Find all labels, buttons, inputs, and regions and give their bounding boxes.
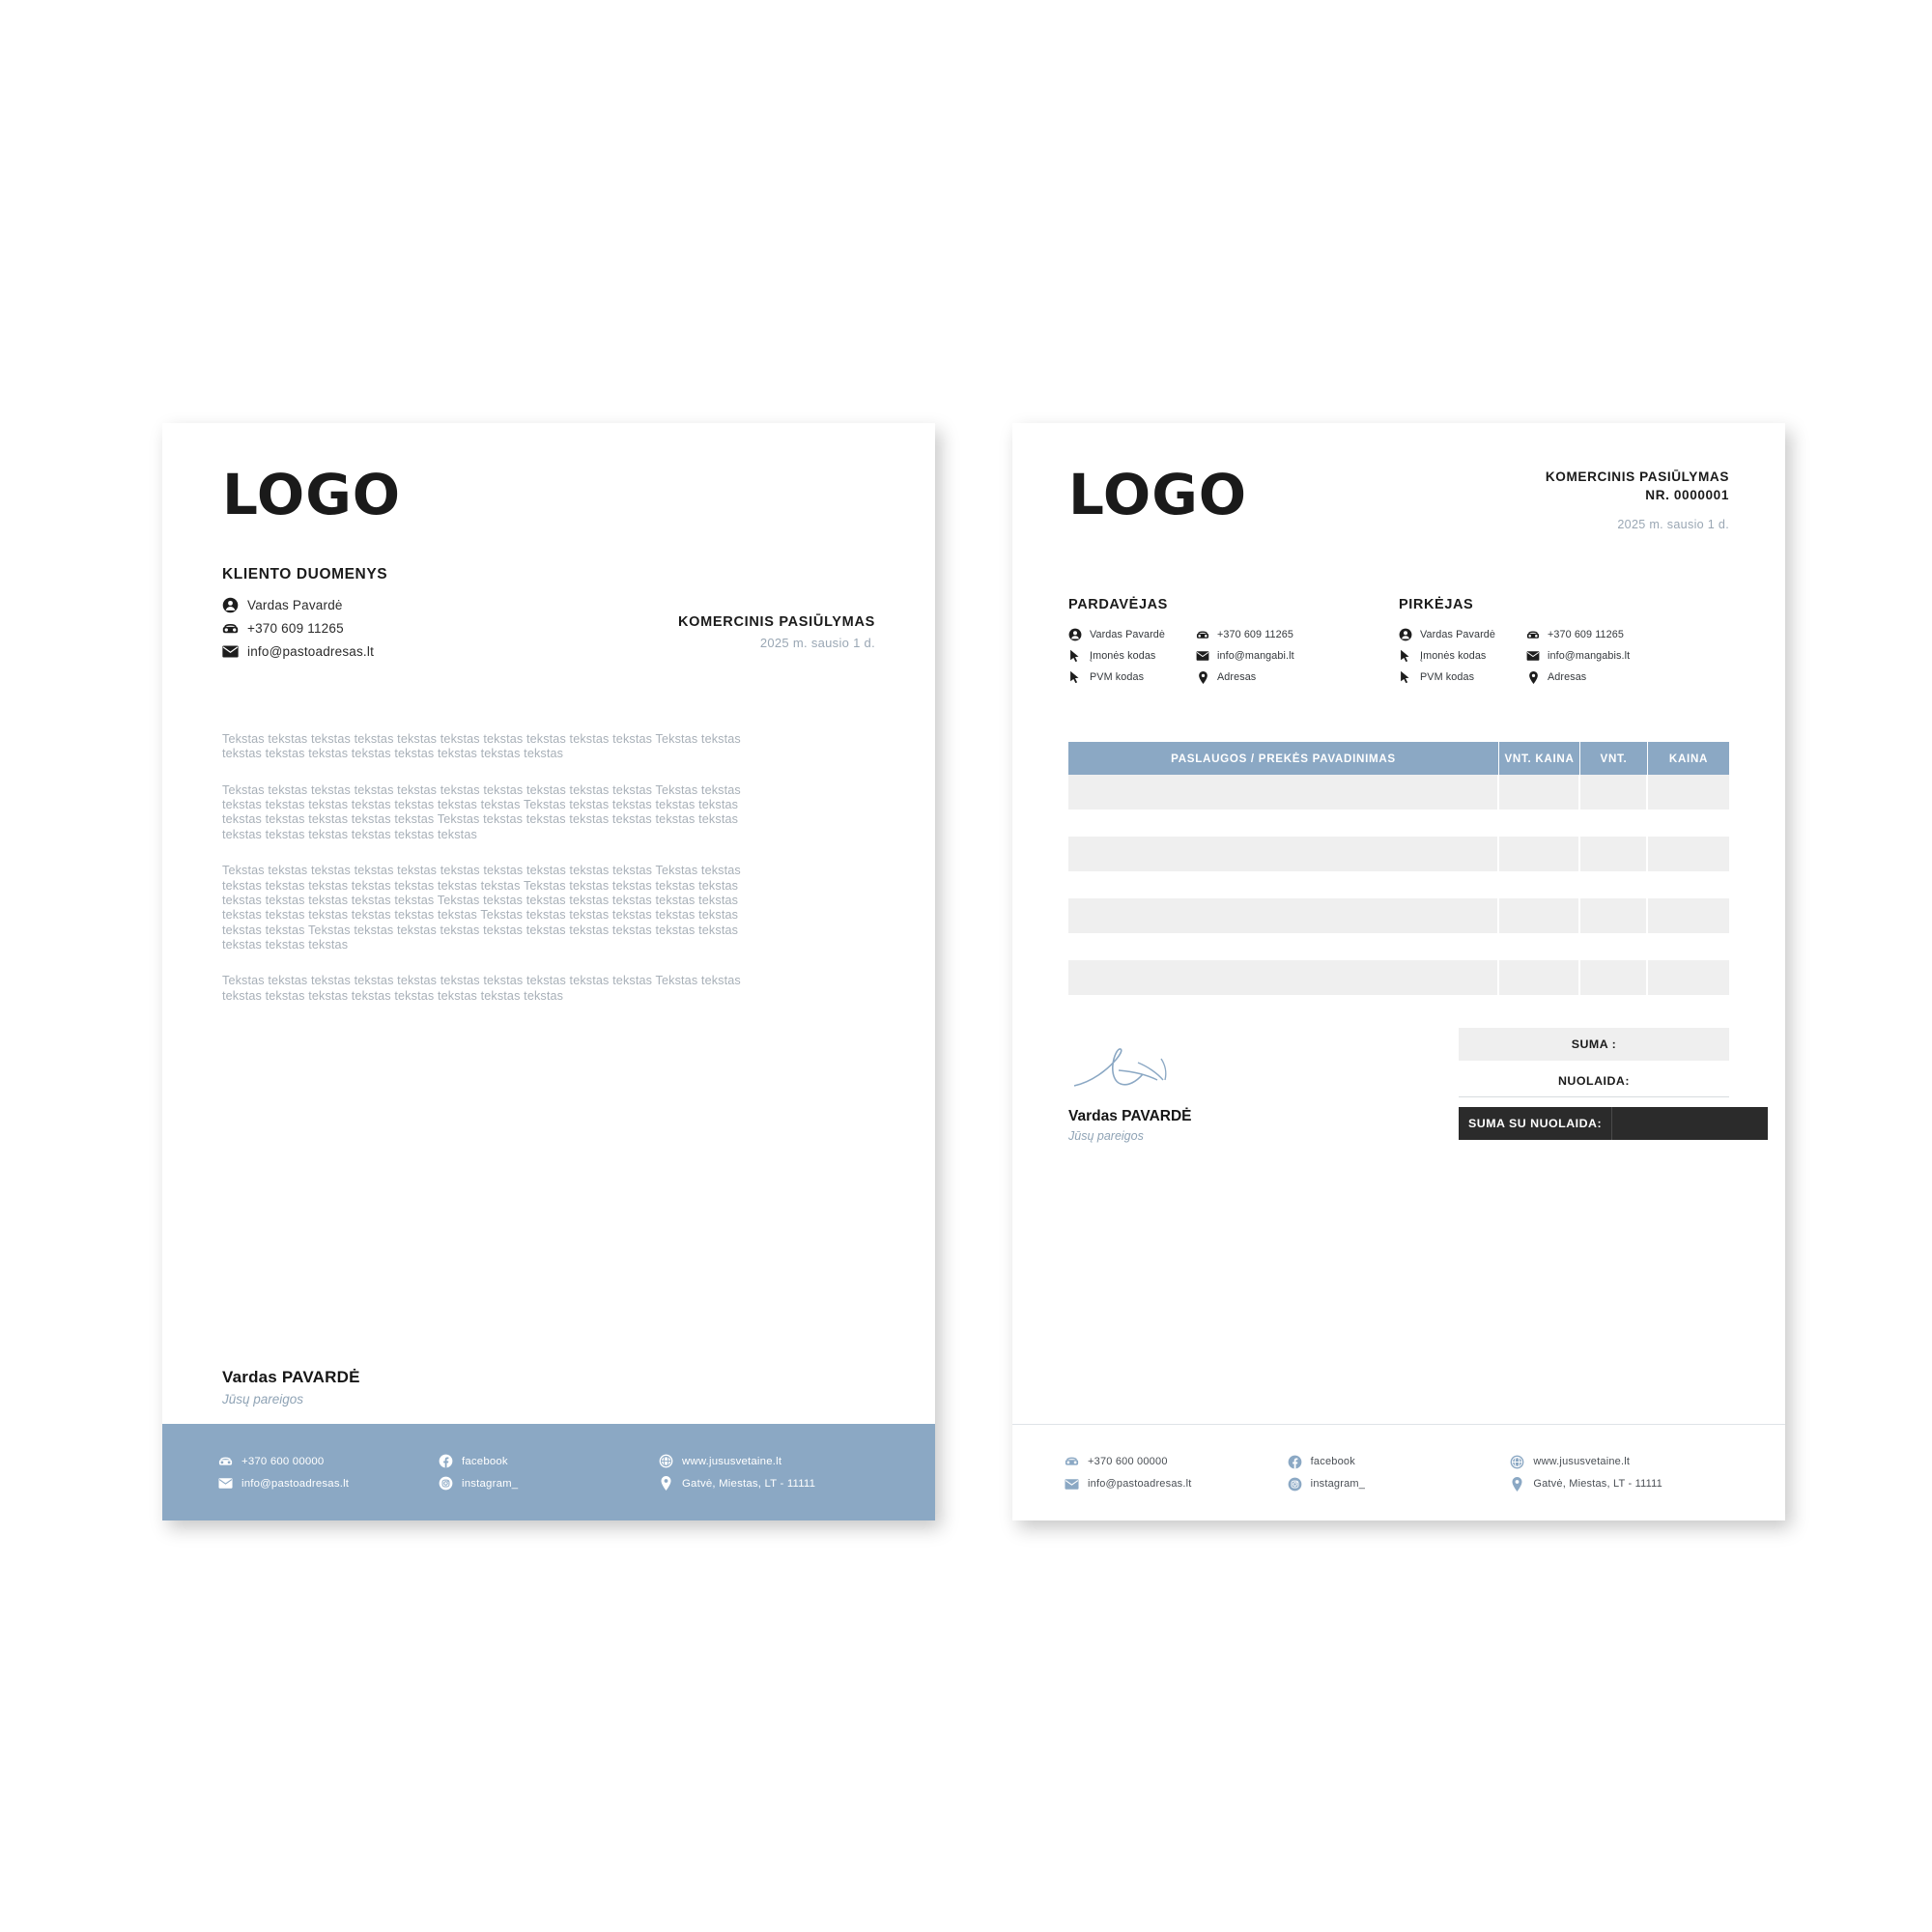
page-title: KOMERCINIS PASIŪLYMAS [677,614,875,630]
table-row[interactable] [1068,837,1729,871]
footer-email-row [218,1476,439,1491]
buyer-phone: +370 609 11265 [1548,629,1624,640]
buyer-name: Vardas Pavardė [1420,629,1496,640]
client-details-block [222,566,387,667]
totals-block [1459,1028,1729,1140]
total-discount-row [1459,1065,1729,1097]
footer-facebook: facebook [462,1455,508,1467]
phone-icon [1526,628,1540,641]
client-email-row [222,643,387,660]
footer-website-row[interactable] [1510,1455,1733,1469]
table-row[interactable] [1068,898,1729,933]
footer-website: www.jususvetaine.lt [1533,1456,1631,1467]
column-header-price: KAINA [1668,752,1709,765]
table-header-row [1068,742,1729,775]
quotation-number: NR. 0000001 [1645,488,1729,502]
logo: LOGO [222,462,402,527]
pin-icon [1196,670,1209,684]
facebook-icon [439,1454,453,1468]
footer-email: info@pastoadresas.lt [1088,1478,1192,1490]
cell-name[interactable] [1068,960,1499,995]
total-final-row [1459,1107,1768,1140]
quotation-title: KOMERCINIS PASIŪLYMAS [1545,469,1729,484]
seller-phone: +370 609 11265 [1217,629,1293,640]
signature-mark [1068,1041,1204,1101]
document-date: 2025 m. sausio 1 d. [759,636,875,650]
footer-address-row [659,1476,879,1491]
seller-email-row [1196,649,1331,663]
facebook-icon [1288,1455,1302,1469]
seller-title: PARDAVĖJAS [1068,597,1168,612]
cell-price[interactable] [1648,960,1729,995]
mail-icon [1526,649,1540,663]
cell-unit-price[interactable] [1499,775,1580,810]
footer-column-social [1288,1455,1511,1492]
paragraph-2: Tekstas tekstas tekstas tekstas tekstas tekstas tekstas tekstas tekstas tekstas Tekstas tekstas tekstas tekstas tekstas tekstas tekstas tekstas tekstas Tekstas tekstas tekstas tekstas tekstas tekstas tekstas tekstas tekstas tekstas Tekstas tekstas tekstas tekstas tekstas tekstas tekstas tekstas tekstas tekstas tekstas tekstas tekstas [222,782,741,841]
seller-address: Adresas [1217,671,1257,683]
signature-block [1068,1041,1204,1143]
total-discount-label: NUOLAIDA: [1557,1073,1631,1088]
mail-icon [1065,1477,1079,1492]
buyer-name-row [1399,628,1526,641]
seller-email: info@mangabi.lt [1217,650,1294,662]
cursor-icon [1068,670,1082,684]
quotation-header [1546,469,1729,531]
client-phone-row [222,620,387,637]
mail-icon [222,643,239,660]
page-quotation [1012,423,1785,1520]
document-title-block [678,614,875,650]
seller-name: Vardas Pavardė [1090,629,1166,640]
footer-email: info@pastoadresas.lt [242,1477,350,1490]
footer-phone-row [218,1454,439,1468]
footer-phone-row [1065,1455,1288,1469]
globe-icon [1510,1455,1524,1469]
total-final-label: SUMA SU NUOLAIDA: [1468,1117,1611,1130]
footer-instagram: instagram_ [462,1477,519,1490]
buyer-address: Adresas [1548,671,1587,683]
paragraph-3: Tekstas tekstas tekstas tekstas tekstas tekstas tekstas tekstas tekstas tekstas Tekstas tekstas tekstas tekstas tekstas tekstas tekstas tekstas tekstas Tekstas tekstas tekstas tekstas tekstas tekstas tekstas tekstas tekstas tekstas Tekstas tekstas tekstas tekstas tekstas tekstas tekstas tekstas tekstas tekstas tekstas tekstas tekstas Tekstas tekstas tekstas tekstas tekstas tekstas tekstas tekstas Tekstas tekstas tekstas tekstas tekstas tekstas tekstas tekstas tekstas tekstas tekstas tekstas tekstas [222,864,741,952]
logo: LOGO [1068,462,1248,527]
table-row[interactable] [1068,775,1729,810]
seller-vat-code: PVM kodas [1090,671,1145,683]
cell-qty[interactable] [1580,898,1648,933]
page-cover-letter [162,423,935,1520]
footer-facebook-row[interactable] [439,1454,659,1468]
cell-name[interactable] [1068,775,1499,810]
globe-icon [659,1454,673,1468]
mail-icon [218,1476,233,1491]
footer-instagram-row[interactable] [1288,1477,1511,1492]
footer-instagram-row[interactable] [439,1476,659,1491]
letter-body [222,732,763,1025]
cell-qty[interactable] [1580,775,1648,810]
paragraph-1: Tekstas tekstas tekstas tekstas tekstas tekstas tekstas tekstas tekstas tekstas Tekstas tekstas tekstas tekstas tekstas tekstas tekstas tekstas tekstas tekstas [222,732,741,761]
footer-instagram: instagram_ [1310,1478,1366,1490]
footer-address-row [1510,1477,1733,1492]
buyer-address-row [1526,670,1662,684]
cursor-icon [1399,670,1412,684]
cell-qty[interactable] [1580,960,1648,995]
items-table [1068,742,1729,995]
cell-qty[interactable] [1580,837,1648,871]
paragraph-4: Tekstas tekstas tekstas tekstas tekstas tekstas tekstas tekstas tekstas tekstas Tekstas tekstas tekstas tekstas tekstas tekstas tekstas tekstas tekstas tekstas [222,974,741,1003]
seller-company-code-row [1068,649,1196,663]
cell-price[interactable] [1648,775,1729,810]
footer-website: www.jususvetaine.lt [682,1455,782,1467]
footer-phone: +370 600 00000 [1088,1456,1168,1467]
signature-name: Vardas PAVARDĖ [222,1368,360,1386]
seller-phone-row [1196,628,1331,641]
signature-name: Vardas PAVARDĖ [1068,1108,1192,1124]
footer-column-contacts [218,1454,439,1491]
buyer-title: PIRKĖJAS [1399,597,1474,612]
pin-icon [659,1476,673,1491]
phone-icon [218,1454,233,1468]
column-header-unit-price: VNT. KAINA [1499,742,1580,775]
total-final-value[interactable] [1611,1107,1768,1140]
buyer-vat-code-row [1399,670,1526,684]
buyer-phone-row [1526,628,1662,641]
footer-email-row [1065,1477,1288,1492]
cell-price[interactable] [1648,898,1729,933]
client-name: Vardas Pavardė [247,598,343,612]
person-icon [222,597,239,613]
page-footer [162,1424,935,1520]
total-sum-row [1459,1028,1729,1061]
signature-block [222,1368,360,1406]
seller-name-row [1068,628,1196,641]
column-header-name: PASLAUGOS / PREKĖS PAVADINIMAS [1068,742,1499,775]
cell-name[interactable] [1068,898,1499,933]
cell-unit-price[interactable] [1499,898,1580,933]
signature-role: Jūsų pareigos [1068,1129,1144,1143]
seller-company-code: Įmonės kodas [1090,650,1156,662]
seller-block [1068,597,1399,692]
cell-unit-price[interactable] [1499,837,1580,871]
footer-address: Gatvė, Miestas, LT - 11111 [682,1477,816,1490]
mail-icon [1196,649,1209,663]
pin-icon [1510,1477,1524,1492]
seller-address-row [1196,670,1331,684]
footer-facebook-row[interactable] [1288,1455,1511,1469]
seller-vat-code-row [1068,670,1196,684]
buyer-vat-code: PVM kodas [1420,671,1475,683]
footer-phone: +370 600 00000 [242,1455,325,1467]
footer-website-row[interactable] [659,1454,879,1468]
footer-address: Gatvė, Miestas, LT - 11111 [1533,1478,1662,1490]
parties-section [1068,597,1729,692]
quotation-date: 2025 m. sausio 1 d. [1617,518,1729,531]
cursor-icon [1068,649,1082,663]
footer-column-web [659,1454,879,1491]
pin-icon [1526,670,1540,684]
client-phone: +370 609 11265 [247,621,344,636]
table-row[interactable] [1068,960,1729,995]
cell-unit-price[interactable] [1499,960,1580,995]
footer-column-social [439,1454,659,1491]
cursor-icon [1399,649,1412,663]
footer-column-contacts [1065,1455,1288,1492]
footer-facebook: facebook [1310,1456,1355,1467]
page-footer [1012,1424,1785,1520]
client-section-title: KLIENTO DUOMENYS [222,566,388,582]
phone-icon [1196,628,1209,641]
buyer-company-code-row [1399,649,1526,663]
signature-role: Jūsų pareigos [222,1392,304,1406]
total-sum-label: SUMA : [1571,1037,1617,1051]
cell-price[interactable] [1648,837,1729,871]
person-icon [1399,628,1412,641]
instagram-icon [1288,1477,1302,1492]
client-email: info@pastoadresas.lt [247,644,375,659]
instagram-icon [439,1476,453,1491]
phone-icon [1065,1455,1079,1469]
buyer-company-code: Įmonės kodas [1420,650,1487,662]
cell-name[interactable] [1068,837,1499,871]
column-header-qty: VNT. [1580,742,1648,775]
buyer-block [1399,597,1729,692]
footer-column-web [1510,1455,1733,1492]
buyer-email-row [1526,649,1662,663]
client-name-row [222,597,387,613]
person-icon [1068,628,1082,641]
phone-icon [222,620,239,637]
buyer-email: info@mangabis.lt [1548,650,1631,662]
